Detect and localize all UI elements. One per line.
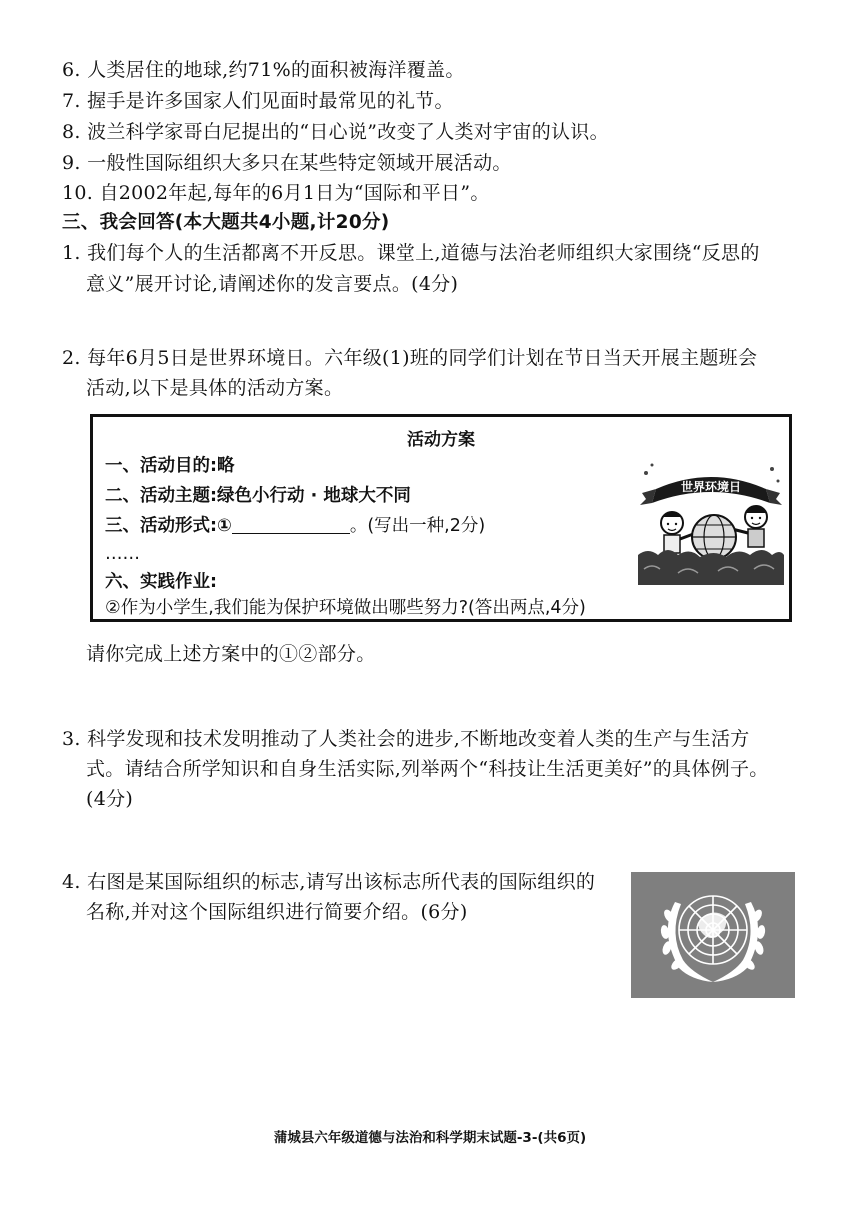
plan-item-practice: 六、实践作业:: [105, 572, 217, 592]
question-2-line-1: 2. 每年6月5日是世界环境日。六年级(1)班的同学们计划在节日当天开展主题班会: [62, 347, 758, 369]
section-3-heading: 三、我会回答(本大题共4小题,计20分): [62, 212, 390, 233]
judgement-item-10: 10. 自2002年起,每年的6月1日为“国际和平日”。: [62, 182, 490, 204]
question-4-line-2: 名称,并对这个国际组织进行简要介绍。(6分): [86, 901, 468, 923]
plan-item-form-suffix: 。(写出一种,2分): [349, 516, 486, 536]
plan-item-purpose: 一、活动目的:略: [105, 456, 235, 476]
page-footer: 蒲城县六年级道德与法治和科学期末试题-3-(共6页): [273, 1130, 587, 1146]
plan-item-form: [105, 513, 485, 539]
banner-text: 世界环境日: [680, 480, 742, 494]
activity-plan-title: 活动方案: [407, 430, 475, 450]
judgement-item-6: 6. 人类居住的地球,约71%的面积被海洋覆盖。: [62, 59, 465, 81]
answer-blank-1[interactable]: [232, 515, 350, 534]
question-2-instruction: 请你完成上述方案中的①②部分。: [86, 643, 376, 665]
question-4-line-1: 4. 右图是某国际组织的标志,请写出该标志所代表的国际组织的: [62, 871, 596, 893]
activity-plan-box: [90, 414, 792, 622]
question-3-line-1: 3. 科学发现和技术发明推动了人类社会的进步,不断地改变着人类的生产与生活方: [62, 728, 750, 750]
question-3-line-2: 式。请结合所学知识和自身生活实际,列举两个“科技让生活更美好”的具体例子。: [86, 758, 769, 780]
plan-item-practice-question: ②作为小学生,我们能为保护环境做出哪些努力?(答出两点,4分): [105, 598, 586, 618]
judgement-item-7: 7. 握手是许多国家人们见面时最常见的礼节。: [62, 90, 454, 112]
judgement-item-9: 9. 一般性国际组织大多只在某些特定领域开展活动。: [62, 152, 512, 174]
un-emblem-icon: [631, 872, 795, 998]
question-1-line-2: 意义”展开讨论,请阐述你的发言要点。(4分): [86, 273, 459, 295]
environment-day-illustration: [638, 459, 784, 585]
question-1-line-1: 1. 我们每个人的生活都离不开反思。课堂上,道德与法治老师组织大家围绕“反思的: [62, 242, 760, 264]
question-3-line-3: (4分): [86, 788, 134, 810]
judgement-item-8: 8. 波兰科学家哥白尼提出的“日心说”改变了人类对宇宙的认识。: [62, 121, 609, 143]
plan-ellipsis: ……: [105, 544, 140, 564]
plan-item-theme: 二、活动主题:绿色小行动 · 地球大不同: [105, 486, 411, 506]
question-2-line-2: 活动,以下是具体的活动方案。: [86, 377, 344, 399]
plan-item-form-prefix: 三、活动形式:①: [105, 516, 232, 536]
